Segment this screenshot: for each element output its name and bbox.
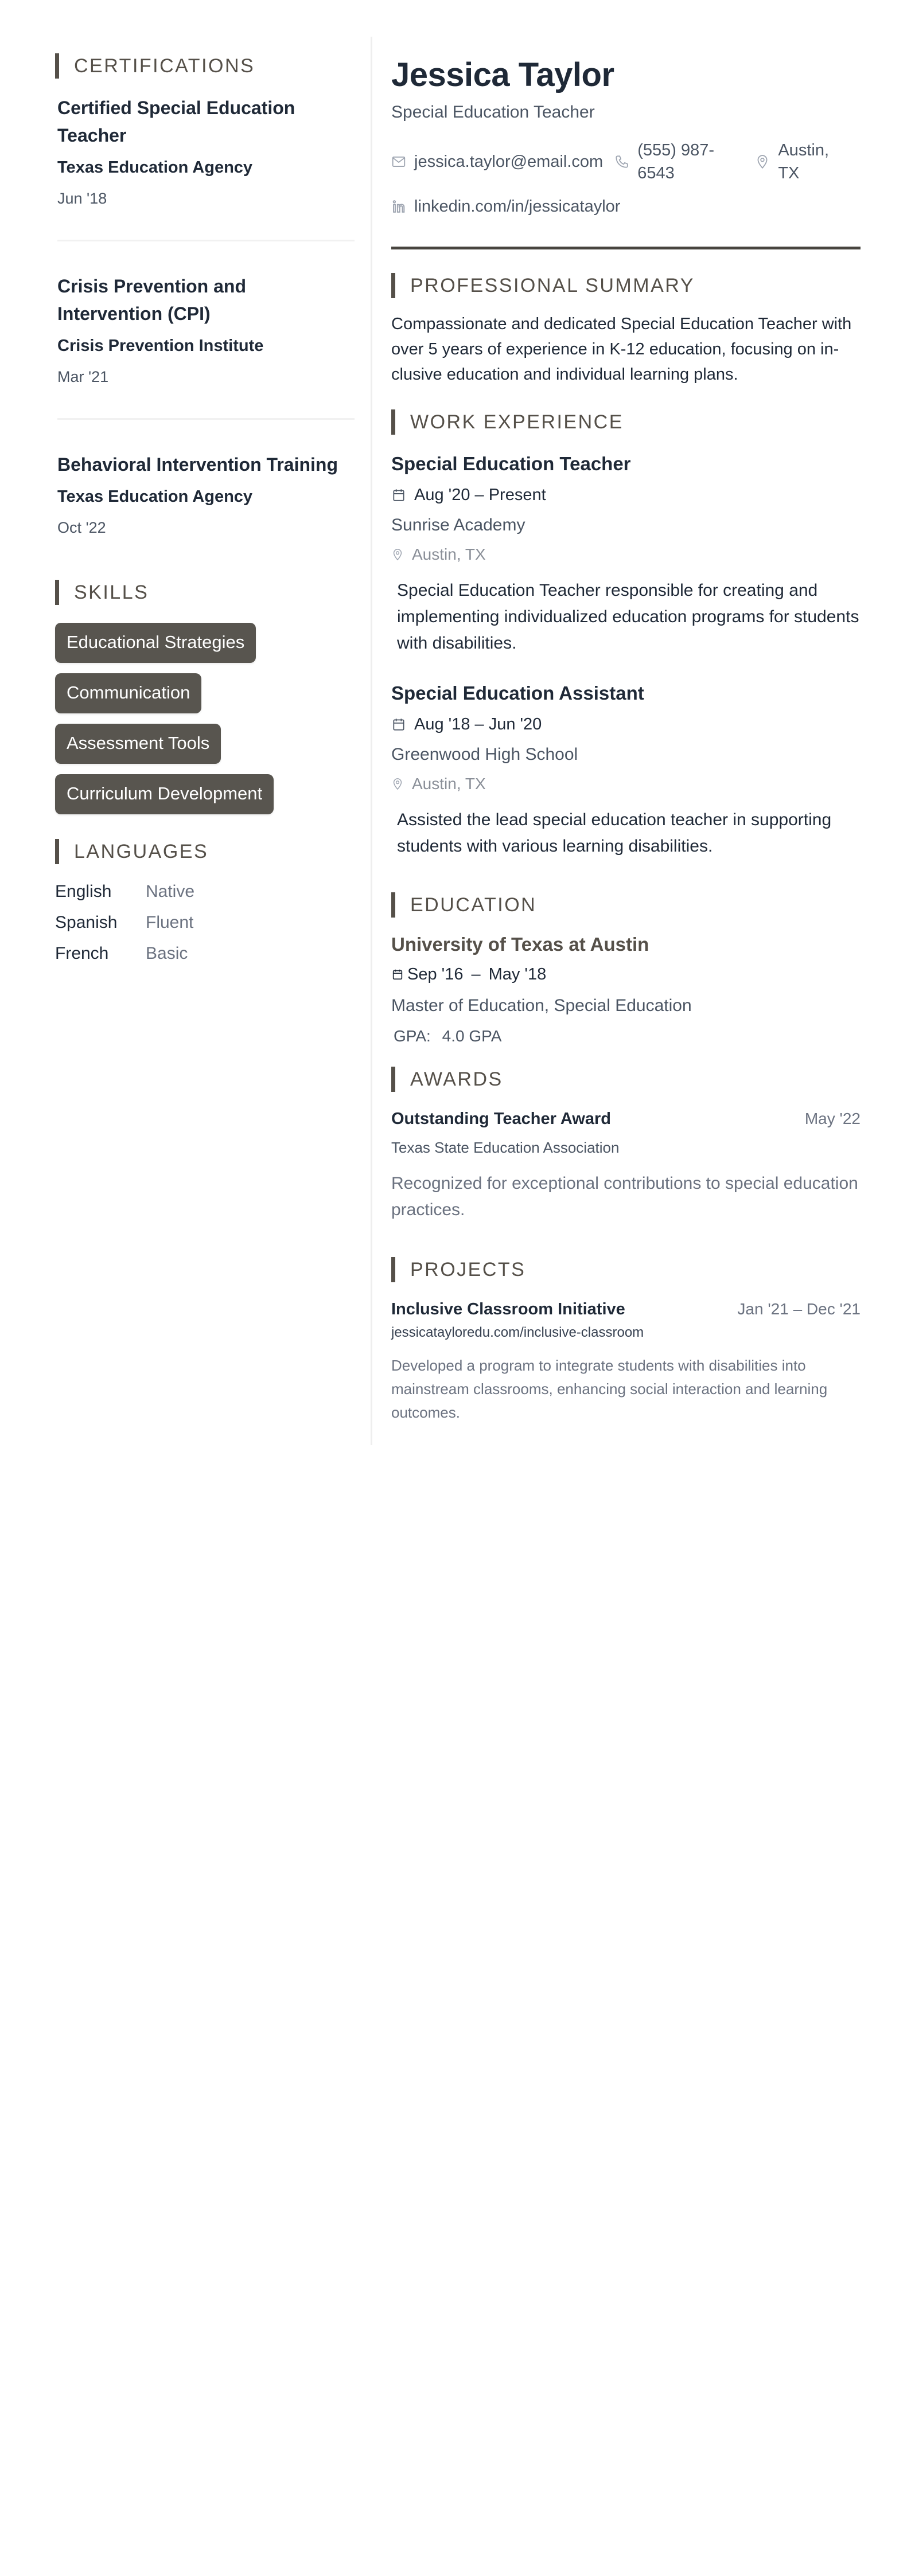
project-title: Inclusive Classroom Initiative [391, 1300, 625, 1318]
award-item [391, 1107, 861, 1223]
section-header [55, 579, 355, 606]
gpa-value: 4.0 GPA [442, 1027, 502, 1045]
contact-phone[interactable] [614, 139, 743, 185]
job-dates [391, 712, 861, 737]
section-accent-bar [55, 53, 59, 79]
gpa-label: GPA: [394, 1027, 431, 1045]
certification-date: Jun '18 [57, 190, 107, 207]
awards-section [391, 1066, 861, 1223]
language-row [55, 938, 355, 969]
section-title: PROFESSIONAL SUMMARY [410, 274, 695, 296]
section-header [391, 1066, 861, 1092]
education-start: Sep '16 [407, 965, 464, 983]
location-text: Austin, TX [778, 141, 830, 182]
section-accent-bar [391, 1067, 395, 1092]
certification-name: Crisis Prevention and Intervention (CPI) [57, 276, 246, 324]
certification-divider [57, 418, 355, 420]
map-pin-icon [391, 548, 404, 561]
contact-row [391, 195, 861, 218]
language-row [55, 876, 355, 907]
candidate-name: Jessica Taylor [391, 56, 614, 93]
section-title: AWARDS [410, 1068, 503, 1090]
certification-item [55, 451, 355, 538]
job-location [391, 543, 861, 566]
main-content [391, 55, 861, 1424]
section-header [391, 1256, 861, 1283]
job-dates-text: Aug '20 – Present [414, 486, 546, 504]
degree: Master of Education, Special Education [391, 996, 692, 1015]
certification-divider [57, 240, 355, 241]
date-separator: – [471, 965, 481, 983]
section-header [391, 409, 861, 435]
school-name: University of Texas at Austin [391, 934, 649, 955]
summary-section [391, 272, 861, 387]
job-location-text: Austin, TX [412, 545, 486, 563]
phone-icon [614, 154, 629, 169]
section-title: EDUCATION [410, 893, 537, 916]
section-header [391, 892, 861, 918]
skill-chip: Curriculum Development [55, 774, 274, 814]
section-title: LANGUAGES [74, 840, 209, 862]
experience-item [391, 451, 861, 657]
certification-date: Oct '22 [57, 519, 106, 536]
phone-text[interactable]: (555) 987-6543 [637, 141, 715, 182]
award-description: Recognized for exceptional contributions to special education practices. [391, 1174, 858, 1219]
skill-chip: Assessment Tools [55, 724, 221, 764]
contact-row [391, 139, 861, 185]
candidate-title: Special Education Teacher [391, 103, 595, 122]
calendar-icon [391, 968, 404, 981]
job-company: Sunrise Academy [391, 516, 525, 534]
job-company: Greenwood High School [391, 745, 578, 764]
job-description: Assisted the lead special education teacher in supporting students with various learning disabilities. [397, 810, 832, 856]
skill-chip: Educational Strategies [55, 623, 256, 663]
contact-location [755, 139, 849, 185]
certification-item [55, 272, 355, 387]
section-header [55, 53, 355, 79]
calendar-icon [391, 717, 406, 732]
award-title: Outstanding Teacher Award [391, 1110, 611, 1128]
project-dates: Jan '21 – Dec '21 [737, 1300, 861, 1318]
language-level: Fluent [146, 913, 194, 932]
sidebar [55, 53, 355, 969]
certification-name: Behavioral Intervention Training [57, 454, 338, 475]
skill-chip: Communication [55, 673, 201, 713]
calendar-icon [391, 487, 406, 502]
map-pin-icon [391, 778, 404, 790]
language-level: Native [146, 882, 195, 901]
education-section [391, 892, 861, 1048]
project-item [391, 1298, 861, 1424]
section-accent-bar [55, 839, 59, 864]
certification-item [55, 94, 355, 209]
header-divider [391, 247, 861, 249]
project-link[interactable]: jessicatayloredu.com/inclusive-classroom [391, 1325, 644, 1340]
certification-date: Mar '21 [57, 368, 109, 385]
certification-name: Certified Special Education Teacher [57, 97, 295, 146]
skills-section [55, 579, 355, 825]
skills-list [55, 623, 355, 825]
section-accent-bar [391, 273, 395, 298]
job-role: Special Education Teacher [391, 453, 631, 474]
certification-issuer: Crisis Prevention Institute [57, 337, 264, 355]
section-accent-bar [391, 409, 395, 435]
language-name: English [55, 882, 112, 901]
contact-email[interactable] [391, 150, 603, 173]
experience-item [391, 681, 861, 860]
job-dates-text: Aug '18 – Jun '20 [414, 715, 542, 733]
section-accent-bar [55, 580, 59, 605]
award-organization: Texas State Education Association [391, 1139, 620, 1156]
education-dates [391, 962, 861, 987]
certifications-section [55, 53, 355, 538]
certification-issuer: Texas Education Agency [57, 158, 253, 177]
linkedin-text[interactable]: linkedin.com/in/jessicataylor [414, 197, 621, 216]
email-text[interactable]: jessica.taylor@email.com [414, 153, 604, 171]
section-title: CERTIFICATIONS [74, 54, 255, 77]
education-end: May '18 [488, 965, 547, 983]
contact-linkedin[interactable] [391, 195, 620, 218]
education-item [391, 932, 861, 1048]
project-description: Developed a program to integrate students with disabilities into mainstream classrooms, enhancing social interaction and learning outcomes. [391, 1357, 828, 1421]
section-title: PROJECTS [410, 1258, 526, 1281]
job-description: Special Education Teacher responsible for creating and implementing individualized education programs for students with disabilities. [397, 581, 859, 653]
project-title-row [391, 1298, 861, 1321]
award-date: May '22 [804, 1110, 861, 1127]
language-row [55, 907, 355, 938]
experience-section [391, 409, 861, 860]
mail-icon [391, 154, 406, 169]
section-header [55, 838, 355, 865]
section-title: WORK EXPERIENCE [410, 411, 624, 433]
gpa [391, 1025, 861, 1048]
linkedin-icon [391, 199, 406, 214]
projects-section [391, 1256, 861, 1424]
job-location [391, 772, 861, 795]
map-pin-icon [755, 154, 770, 169]
language-name: French [55, 944, 109, 963]
section-title: SKILLS [74, 581, 149, 603]
summary-text: Compassionate and dedicated Special Education Teacher with over 5 years of experience in K-12 education, focusing on inclusive education and individual learning plans. [391, 315, 852, 384]
language-level: Basic [146, 944, 188, 963]
job-location-text: Austin, TX [412, 775, 486, 793]
job-dates [391, 482, 861, 508]
section-accent-bar [391, 892, 395, 918]
section-header [391, 272, 861, 299]
certification-issuer: Texas Education Agency [57, 487, 253, 506]
column-divider [371, 37, 372, 1445]
languages-section [55, 838, 355, 969]
resume-header [391, 55, 861, 249]
language-name: Spanish [55, 913, 118, 932]
job-role: Special Education Assistant [391, 682, 644, 704]
award-title-row [391, 1107, 861, 1130]
section-accent-bar [391, 1257, 395, 1282]
